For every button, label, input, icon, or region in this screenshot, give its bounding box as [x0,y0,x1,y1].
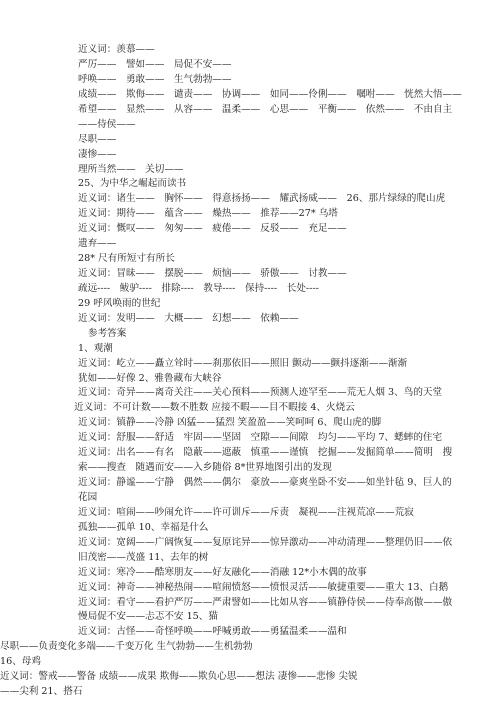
text-line: 希望—— 显然—— 从容—— 温柔—— 心思—— 平衡—— 依然—— 不由自主 [78,103,453,115]
text-line: 近义词：警戒——警备 成绩——成果 欺侮——欺负心思——想法 凄惨——悲惨 尖锐 [0,671,358,683]
text-line: 近义词：看守——看护严厉——严肃譬如——比如从容——镇静侍侯——侍奉高傲——傲 [78,596,453,608]
text-line: 近义词：寒冷——酷寒朋友——好友融化——消融 12*小木偶的故事 [78,566,367,578]
text-line: 近义词：宽阔——广阔恢复——复原诧异——惊异激动——冲动清理——整理仍旧——依 [78,536,453,548]
text-line: 成绩—— 欺侮—— 谴责—— 协调—— 如同——伶俐—— 嘱咐—— 恍然大悟—— [78,88,462,100]
text-line: 近义词：出名——有名 隐蔽——遮蔽 慎重——谨慎 挖掘——发掘简单——简明 搜 [78,447,453,459]
text-line: 孤独——孤单 10、幸福是什么 [78,521,209,533]
text-line: 近义词：舒服——舒适 牢固——坚固 空隙——间隙 均匀——平均 7、蟋蟀的住宅 [78,432,443,444]
text-line: 犹如——好像 2、雅鲁藏布大峡谷 [78,372,222,384]
text-line: 尽职—— [78,133,117,145]
text-line: 近义词：诸生—— 胸怀—— 得意扬扬—— 耀武扬威—— 26、那片绿绿的爬山虎 [78,193,446,205]
text-line: 近义词：发明—— 大概—— 幻想—— 依赖—— [78,312,299,324]
text-line: 近义词：神奇——神秘热闹——喧闹愤怒——愤恨灵活——敏捷重要——重大 13、白鹅 [78,581,449,593]
text-line: 尽职——负责变化多端——千变万化 生气勃勃——生机勃勃 [0,641,253,653]
lesson-heading: 28* 尺有所短寸有所长 [78,253,175,264]
text-line: 疏远---- 鲅驴---- 排除---- 教导---- 保持---- 长处---- [78,282,319,294]
text-line: ——侍侯—— [78,118,136,130]
text-line: 16、母鸡 [0,656,41,668]
text-line: 遗弃—— [78,238,117,250]
text-line: 近义词：羡慕—— [78,44,155,55]
text-line: 慢局促不安——忐忑不安 15、猫 [78,611,218,623]
text-line: 呼唤—— 勇敢—— 生气勃勃—— [78,73,232,85]
text-line: ——尖利 21、搭石 [0,686,83,698]
text-line: 旧茂密——茂盛 11、去年的树 [78,551,209,563]
text-line: 近义词：奇异——离奇关注——关心预料——预测人迹罕至——荒无人烟 3、鸟的天堂 [78,387,443,399]
text-line: 近义词：冒昧—— 摆脱—— 烦恼—— 骄傲—— 讨教—— [78,268,347,279]
text-line: 严厉—— 譬如—— 局促不安—— [78,58,232,70]
text-line: 近义词：镇静——冷静 凶猛——猛烈 笑盈盈——笑呵呵 6、爬山虎的脚 [78,417,382,429]
text-line: 索——搜查 随遇而安——入乡随俗 8*世界地图引出的发现 [78,462,332,474]
lesson-heading: 29 呼风唤雨的世纪 [78,297,161,309]
text-line: 近义词：古怪——奇怪呼唤——呼喊勇敢——勇猛温柔——温和 [78,626,347,638]
text-line: 近义词：不可计数——数不胜数 应接不暇——目不暇接 4、火烧云 [74,402,355,414]
text-line: 近义词：慨叹—— 匆匆—— 疲倦—— 反驳—— 充足—— [78,223,347,235]
lesson-heading: 25、为中华之崛起而读书 [78,178,187,190]
text-line: 花园 [78,492,98,503]
text-line: 近义词：屹立——矗立耸时——刹那依旧——照旧 颤动——颤抖逐渐——渐渐 [78,357,408,369]
text-line: 理所当然—— 关切—— [78,163,184,175]
section-heading: 参考答案 [88,327,127,339]
text-line: 近义词：静谧——宁静 偶然——偶尔 豪放——豪爽坐卧不安——如坐针毡 9、巨人的 [78,477,452,488]
text-line: 近义词：期待—— 蕴含—— 燥热—— 推荐——27* 乌塔 [78,208,338,220]
text-line: 凄惨—— [78,148,117,160]
text-line: 近义词：喧闹——吵闹允许——许可训斥——斥责 凝视——注视荒凉——荒寂 [78,506,414,518]
lesson-heading: 1、观潮 [78,342,113,354]
